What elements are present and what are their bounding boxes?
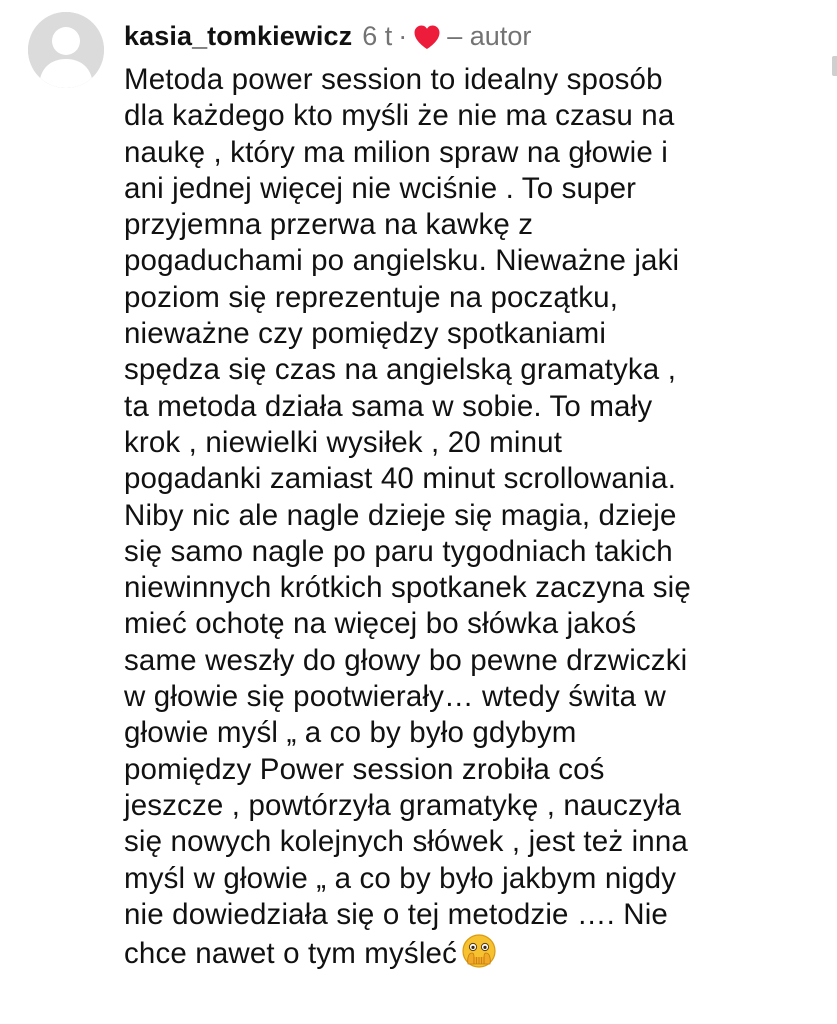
author-tag: – autor xyxy=(447,21,532,51)
avatar[interactable] xyxy=(28,12,104,88)
scroll-edge-indicator xyxy=(832,56,837,76)
username[interactable]: kasia_tomkiewicz xyxy=(124,21,353,51)
comment-body xyxy=(124,14,824,978)
timestamp[interactable]: 6 t xyxy=(362,21,393,51)
meta-separator: · xyxy=(398,21,408,51)
comment-text-block xyxy=(124,62,824,978)
comment-text: Metoda power session to idealny sposób dla każdego kto myśli że nie ma czasu na naukę , który ma milion spraw na głowie i ani jednej więcej nie wciśnie . To super przyjemna przerwa na kawkę z pogaduchami po angielsku. Nieważne jaki poziom się reprezentuje na początku, nieważne czy pomiędzy spotkaniami spędza się czas na angielską gramatyka , ta metoda działa sama w sobie. To mały krok , niewielki wysiłek , 20 minut pogadanki zamiast 40 minut scrollowania. Niby nic ale nagle dzieje się magia, dzieje się samo nagle po paru tygodniach takich niewinnych krótkich spotkanek zaczyna się mieć ochotę na więcej bo słówka jakoś same weszły do głowy bo pewne drzwiczki w głowie się pootwierały… wtedy świta w głowie myśl „ a co by było gdybym pomiędzy Power session zrobiła coś jeszcze , powtórzyła gramatykę , nauczyła się nowych kolejnych słówek , jest też inna myśl w głowie „ a co by było jakbym nigdy nie dowiedziała się o tej metodzie …. Nie chce nawet o tym myśleć xyxy=(124,63,691,971)
face-with-open-eyes-and-hand-over-mouth-emoji xyxy=(461,933,497,978)
default-avatar-icon xyxy=(28,12,104,88)
comment-header xyxy=(124,14,824,58)
heart-icon[interactable] xyxy=(413,24,441,50)
